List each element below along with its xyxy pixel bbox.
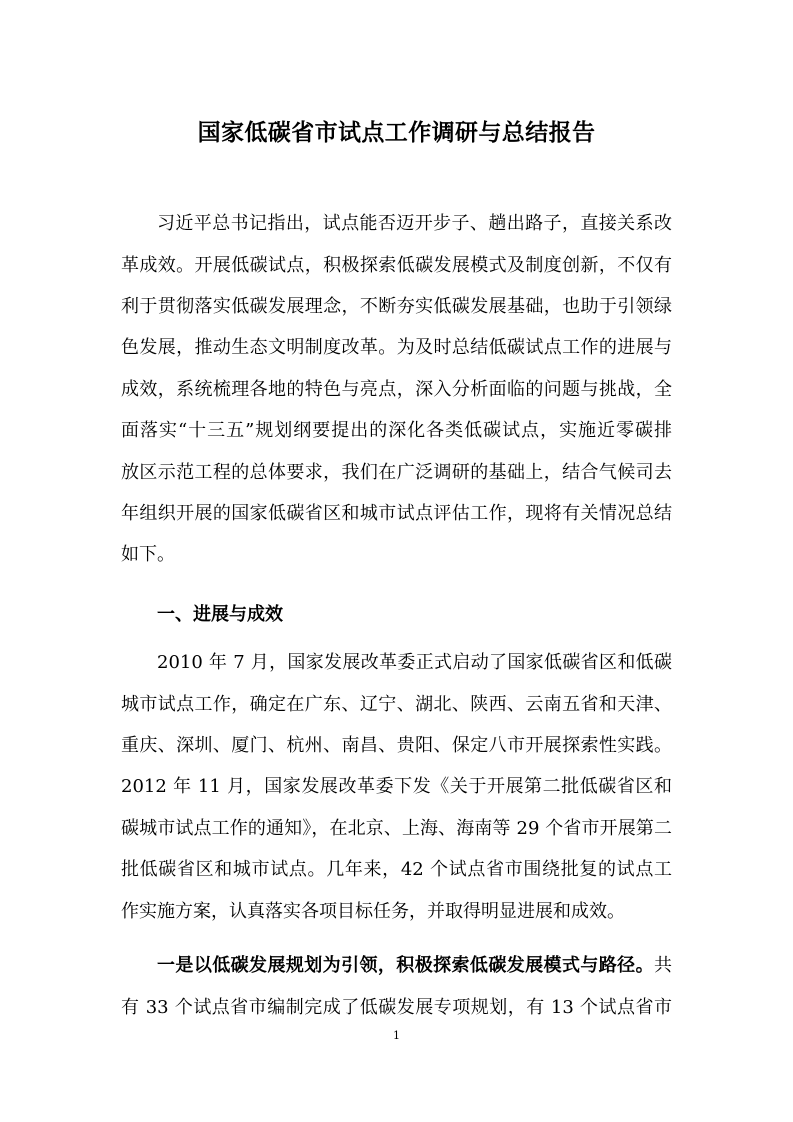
paragraph-line: 重庆、深圳、厦门、杭州、南昌、贵阳、保定八市开展探索性实践。 bbox=[121, 735, 672, 757]
paragraph-line: 如下。 bbox=[121, 544, 175, 566]
paragraph-line: 碳城市试点工作的通知》，在北京、上海、海南等 29 个省市开展第二 bbox=[121, 817, 672, 839]
intro-paragraph bbox=[121, 203, 672, 576]
paragraph-line: 城市试点工作，确定在广东、辽宁、湖北、陕西、云南五省和天津、 bbox=[121, 693, 672, 715]
paragraph-line: 作实施方案，认真落实各项目标任务，并取得明显进展和成效。 bbox=[121, 900, 625, 922]
paragraph-line: 放区示范工程的总体要求，我们在广泛调研的基础上，结合气候司去 bbox=[121, 461, 672, 483]
paragraph-line: 革成效。开展低碳试点，积极探索低碳发展模式及制度创新，不仅有 bbox=[121, 254, 672, 276]
paragraph-line: 面落实“十三五”规划纲要提出的深化各类低碳试点，实施近零碳排 bbox=[121, 420, 672, 442]
paragraph-line: 2010 年 7 月，国家发展改革委正式启动了国家低碳省区和低碳 bbox=[157, 652, 672, 674]
paragraph-line: 批低碳省区和城市试点。几年来，42 个试点省市围绕批复的试点工 bbox=[121, 859, 672, 881]
section-heading: 一、进展与成效 bbox=[157, 604, 283, 626]
paragraph-line bbox=[121, 945, 672, 986]
page-number: 1 bbox=[393, 1029, 400, 1042]
document-title: 国家低碳省市试点工作调研与总结报告 bbox=[197, 120, 596, 146]
bold-lead-sentence: 一是以低碳发展规划为引领，积极探索低碳发展模式与路径。 bbox=[157, 955, 654, 977]
paragraph-text: 共 bbox=[654, 955, 672, 977]
progress-paragraph bbox=[121, 642, 672, 932]
paragraph-line: 习近平总书记指出，试点能否迈开步子、趟出路子，直接关系改 bbox=[157, 213, 672, 235]
paragraph-line: 年组织开展的国家低碳省区和城市试点评估工作，现将有关情况总结 bbox=[121, 503, 672, 525]
paragraph-line: 利于贯彻落实低碳发展理念，不断夯实低碳发展基础，也助于引领绿 bbox=[121, 296, 672, 318]
paragraph-line: 成效，系统梳理各地的特色与亮点，深入分析面临的问题与挑战，全 bbox=[121, 378, 672, 400]
paragraph-line: 2012 年 11 月，国家发展改革委下发《关于开展第二批低碳省区和 bbox=[121, 776, 672, 798]
section-heading-block bbox=[121, 594, 672, 635]
paragraph-line: 色发展，推动生态文明制度改革。为及时总结低碳试点工作的进展与 bbox=[121, 337, 672, 359]
planning-paragraph bbox=[121, 945, 672, 1028]
paragraph-line: 有 33 个试点省市编制完成了低碳发展专项规划，有 13 个试点省市 bbox=[121, 996, 672, 1018]
